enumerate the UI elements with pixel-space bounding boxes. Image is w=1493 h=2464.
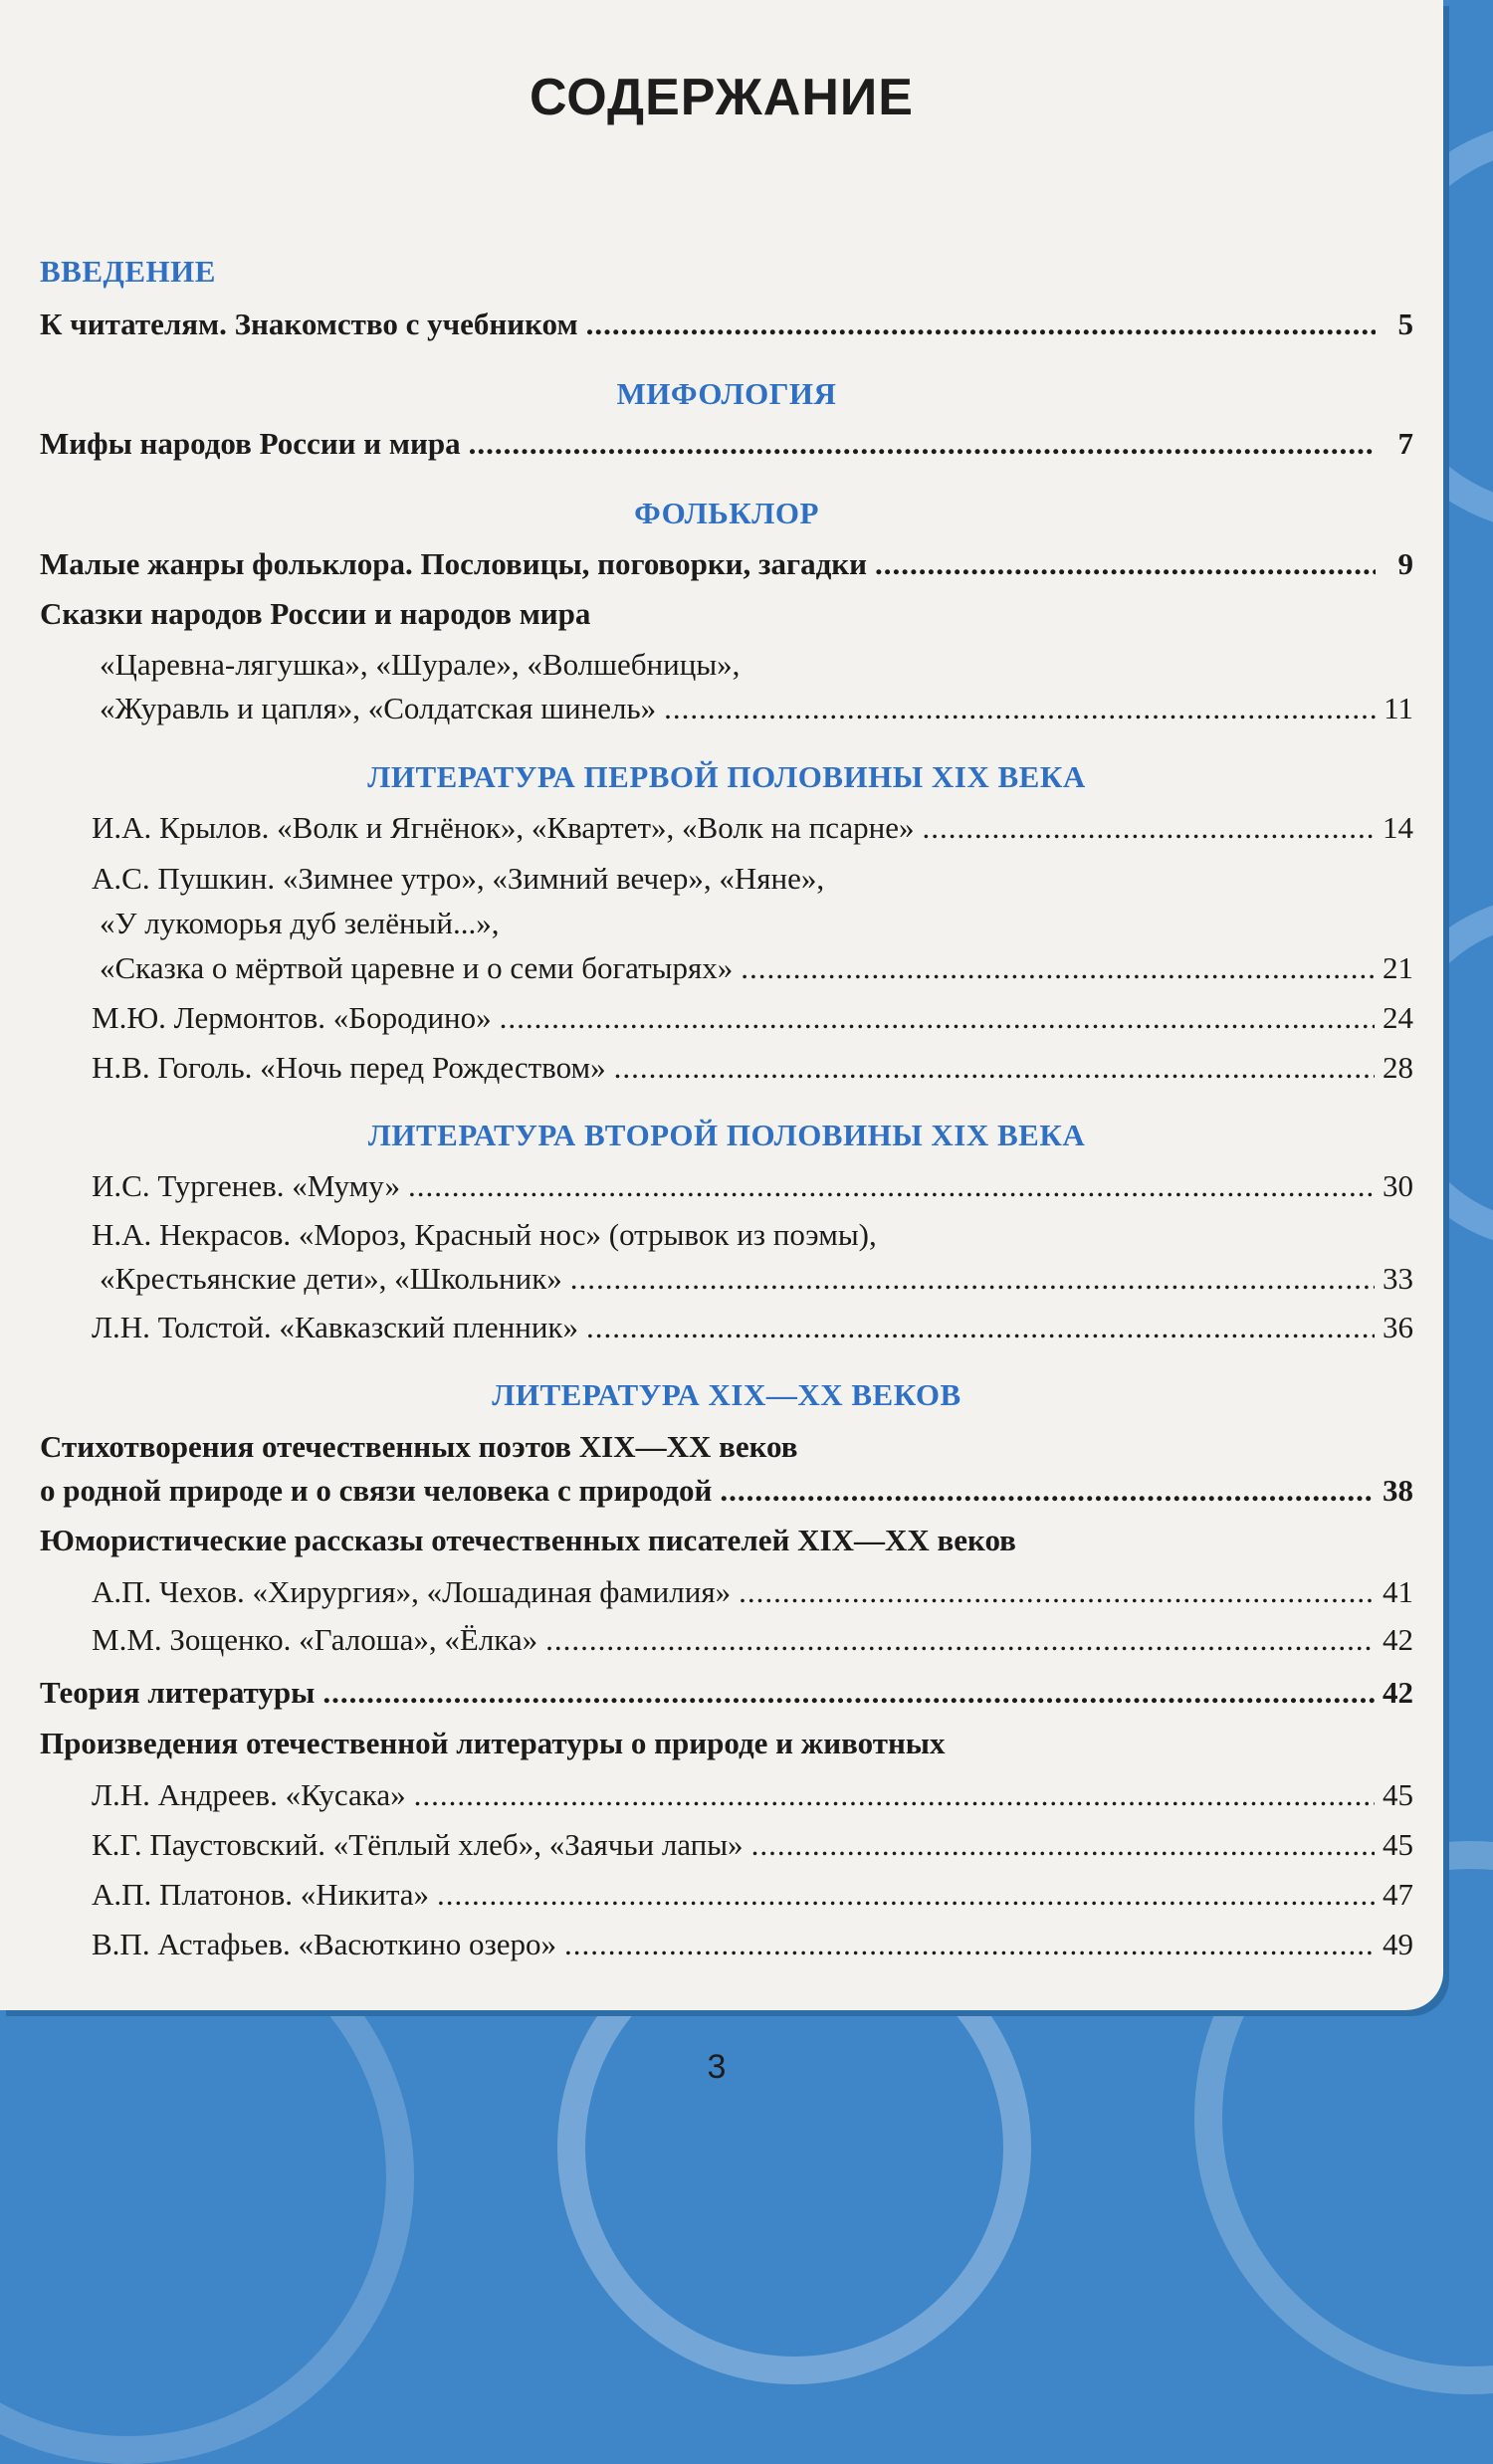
dot-leader [586,307,1376,342]
toc-entry-title: «Сказка о мёртвой царевне и о семи богатырях» [100,950,734,985]
toc-entry-title: А.П. Чехов. «Хирургия», «Лошадиная фамилия» [92,1574,732,1609]
section-heading-lit19-first: ЛИТЕРАТУРА ПЕРВОЙ ПОЛОВИНЫ XIX ВЕКА [367,759,1086,794]
toc-entry-title: «Крестьянские дети», «Школьник» [100,1261,562,1296]
toc-entry-page: 14 [1383,810,1413,845]
toc-entry-page: 47 [1383,1877,1413,1912]
toc-entry-title: К.Г. Паустовский. «Тёплый хлеб», «Заячьи лапы» [92,1827,744,1862]
toc-entry-line [92,1217,1413,1257]
toc-entry-title: «У лукоморья дуб зелёный...», [100,906,500,940]
dot-leader [408,1168,1375,1204]
toc-entry-page: 7 [1397,426,1413,461]
toc-entry[interactable] [92,1168,1413,1208]
toc-entry-page: 5 [1397,307,1413,341]
toc-entry-title: Стихотворения отечественных поэтов XIX—XX веков [40,1429,798,1464]
section-heading-folklore: ФОЛЬКЛОР [634,496,819,530]
toc-entry-title: Л.Н. Андреев. «Кусака» [92,1777,406,1812]
toc-entry-title: Малые жанры фольклора. Пословицы, поговорки, загадки [40,546,867,581]
dot-leader [545,1622,1375,1658]
toc-entry[interactable] [92,1310,1413,1349]
toc-entry[interactable] [92,1777,1413,1817]
toc-entry[interactable] [92,1050,1413,1090]
toc-entry[interactable] [92,1877,1413,1917]
toc-entry-page: 24 [1383,1000,1413,1035]
toc-entry[interactable] [100,1261,1413,1301]
toc-entry[interactable] [40,307,1413,346]
toc-entry-title: А.С. Пушкин. «Зимнее утро», «Зимний вечер», «Няне», [92,861,825,896]
toc-entry[interactable] [40,1675,1413,1715]
dot-leader [586,1310,1375,1345]
toc-entry-title: М.Ю. Лермонтов. «Бородино» [92,1000,492,1035]
toc-group-heading[interactable] [40,1523,1413,1562]
dot-leader [414,1777,1375,1813]
toc-entry[interactable] [40,1473,1413,1513]
dot-leader [322,1675,1375,1711]
toc-entry-page: 30 [1383,1168,1413,1203]
toc-entry-title: Л.Н. Толстой. «Кавказский пленник» [92,1310,578,1344]
toc-entry-title: В.П. Астафьев. «Васюткино озеро» [92,1927,556,1961]
toc-entry-page: 21 [1383,950,1413,985]
dot-leader [437,1877,1375,1913]
section-heading-lit19-second: ЛИТЕРАТУРА ВТОРОЙ ПОЛОВИНЫ XIX ВЕКА [367,1118,1086,1152]
toc-entry-title: К читателям. Знакомство с учебником [40,307,578,341]
toc-group-heading[interactable] [40,1726,1413,1765]
dot-leader [664,691,1376,726]
toc-entry-title: Теория литературы [40,1675,316,1710]
toc-entry[interactable] [92,1000,1413,1040]
toc-entry[interactable] [40,426,1413,466]
toc-entry-page: 42 [1383,1622,1413,1657]
toc-group-heading[interactable] [40,596,1413,636]
toc-entry-page: 9 [1397,546,1413,581]
section-heading-intro: ВВЕДЕНИЕ [40,254,216,289]
toc-entry-title: Юмористические рассказы отечественных писателей XIX—XX веков [40,1523,1016,1557]
toc-entry[interactable] [92,1827,1413,1867]
toc-entry-line [100,906,1413,945]
toc-entry-page: 33 [1383,1261,1413,1296]
toc-entry-title: о родной природе и о связи человека с природой [40,1473,713,1508]
section-heading-lit19-20: ЛИТЕРАТУРА XIX—XX ВЕКОВ [492,1377,961,1412]
page-number: 3 [707,2048,727,2086]
dot-leader [720,1473,1375,1509]
section-heading-myth: МИФОЛОГИЯ [616,376,837,411]
toc-entry-title: М.М. Зощенко. «Галоша», «Ёлка» [92,1622,538,1657]
toc-entry-page: 42 [1383,1675,1413,1710]
toc-entry[interactable] [92,1622,1413,1662]
dot-leader [614,1050,1375,1086]
toc-entry-page: 45 [1383,1777,1413,1812]
dot-leader [751,1827,1375,1863]
toc-entry-title: «Царевна-лягушка», «Шурале», «Волшебницы», [100,647,741,682]
dot-leader [570,1261,1375,1297]
toc-entry-title: «Журавль и цапля», «Солдатская шинель» [100,691,657,725]
toc-entry-title: Произведения отечественной литературы о природе и животных [40,1726,946,1760]
dot-leader [500,1000,1375,1036]
toc-entry-line [100,647,1413,687]
toc-entry-page: 36 [1383,1310,1413,1344]
toc-entry-title: Н.А. Некрасов. «Мороз, Красный нос» (отрывок из поэмы), [92,1217,877,1252]
toc-entry-title: Н.В. Гоголь. «Ночь перед Рождеством» [92,1050,606,1085]
toc-entry-title: А.П. Платонов. «Никита» [92,1877,430,1912]
toc-entry-page: 49 [1383,1927,1413,1961]
toc-entry[interactable] [92,810,1413,850]
toc-entry[interactable] [92,1927,1413,1966]
toc-entry-title: Мифы народов России и мира [40,426,461,461]
toc-entry-page: 38 [1383,1473,1413,1508]
toc-entry-title: И.С. Тургенев. «Муму» [92,1168,401,1203]
dot-leader [923,810,1375,846]
toc-entry[interactable] [92,1574,1413,1614]
toc-entry-page: 28 [1383,1050,1413,1085]
toc-entry-page: 45 [1383,1827,1413,1862]
toc-entry[interactable] [100,691,1413,730]
toc-entry-page: 11 [1384,691,1413,725]
toc-entry-page: 41 [1383,1574,1413,1609]
toc-entry-line [92,861,1413,901]
dot-leader [739,1574,1375,1610]
dot-leader [741,950,1375,986]
toc-entry[interactable] [40,546,1413,586]
dot-leader [875,546,1376,582]
page-title: СОДЕРЖАНИЕ [530,69,914,126]
toc-entry-title: И.А. Крылов. «Волк и Ягнёнок», «Квартет», «Волк на псарне» [92,810,915,845]
dot-leader [469,426,1376,462]
dot-leader [564,1927,1375,1962]
toc-entry-title: Сказки народов России и народов мира [40,596,591,631]
toc-entry-line [40,1429,1413,1469]
toc-entry[interactable] [100,950,1413,990]
